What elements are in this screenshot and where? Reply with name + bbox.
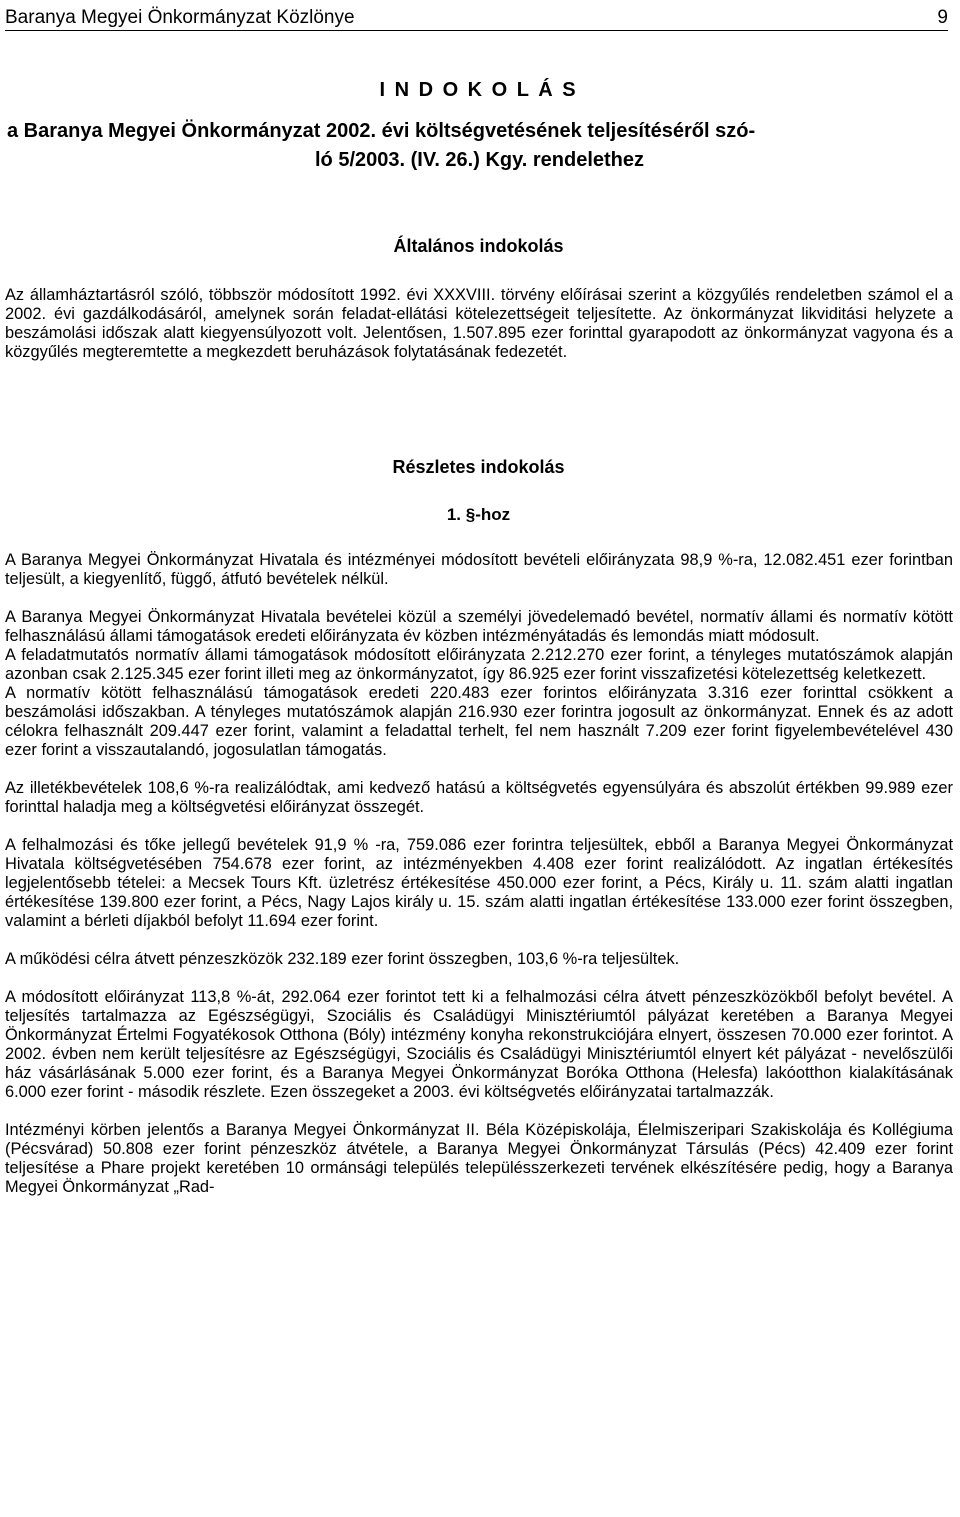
detail-paragraph-2: A Baranya Megyei Önkormányzat Hivatala bevételei közül a személyi jövedelemadó bevétel, normatív állami és normatív kötött felhasználású állami támogatások eredeti előirányzata év közben intézményátadás és lemondás miatt módosult. xyxy=(5,608,953,645)
document-title: I N D O K O L Á S xyxy=(379,79,578,101)
title-block xyxy=(5,76,952,175)
general-paragraph: Az államháztartásról szóló, többször módosított 1992. évi XXXVIII. törvény előírásai szerint a közgyűlés rendeletben számol el a 2002. évi gazdálkodásáról, amelynek során feladat-ellátási kötelezettségeit teljesítette. Az önkormányzat likviditási helyzete a beszámolási időszak alatt kiegyensúlyozott volt. Jelentősen, 1.507.895 ezer forinttal gyarapodott az önkormányzat vagyona és a közgyűlés megteremtette a megkezdett beruházások folytatásának fedezetét. xyxy=(5,286,953,361)
section-reference: 1. §-hoz xyxy=(446,505,511,524)
page-number: 9 xyxy=(937,7,948,28)
detail-paragraph-1: A Baranya Megyei Önkormányzat Hivatala és intézményei módosított bevételi előirányzata 98,9 %-ra, 12.082.451 ezer forintban teljesült, a kiegyenlítő, függő, átfutó bevételek nélkül. xyxy=(5,551,953,588)
publication-name: Baranya Megyei Önkormányzat Közlönye xyxy=(5,7,355,28)
detailed-heading: Részletes indokolás xyxy=(392,457,565,477)
detail-paragraph-3: A feladatmutatós normatív állami támogatások módosított előirányzata 2.212.270 ezer forint, a tényleges mutatószámok alapján azonban csak 2.125.345 ezer forint illeti meg az önkormányzatot, így 86.925 ezer forint visszafizetési kötelezettség keletkezett. xyxy=(5,646,953,683)
detail-paragraph-5: Az illetékbevételek 108,6 %-ra realizálódtak, ami kedvező hatású a költségvetés egyensúlyára és abszolút értékben 99.989 ezer forinttal haladja meg a költségvetési előirányzat összegét. xyxy=(5,779,953,816)
detail-paragraph-6: A felhalmozási és tőke jellegű bevételek 91,9 % -ra, 759.086 ezer forintra teljesültek, ebből a Baranya Megyei Önkormányzat Hivatala költségvetésében 754.678 ezer forint, az intézményekben 4.408 ezer forint realizálódott. Az ingatlan értékesítés legjelentősebb tételei: a Mecsek Tours Kft. üzletrész értékesítése 450.000 ezer forint, a Pécs, Király u. 11. szám alatti ingatlan értékesítése 139.800 ezer forint, a Pécs, Nagy Lajos király u. 15. szám alatti ingatlan értékesítése 133.000 ezer forint összegben, valamint a bérleti díjakból befolyt 11.694 ezer forint. xyxy=(5,836,953,930)
detail-paragraph-9: Intézményi körben jelentős a Baranya Megyei Önkormányzat II. Béla Középiskolája, Élelmiszeripari Szakiskolája és Kollégiuma (Pécsvárad) 50.808 ezer forint pénzeszköz átvétele, a Baranya Megyei Önkormányzat Társulás (Pécs) 42.409 ezer forint teljesítése a Phare projekt keretében 10 ormánsági település településszerkezeti tervének elkészítésére pedig, hogy a Baranya Megyei Önkormányzat „Rad- xyxy=(5,1121,953,1196)
running-header xyxy=(5,4,948,31)
general-text-block xyxy=(5,286,953,362)
detail-paragraph-4: A normatív kötött felhasználású támogatások eredeti 220.483 ezer forintos előirányzata 3.316 ezer forinttal csökkent a beszámolási időszakban. A tényleges mutatószámok alapján 216.930 ezer forintra jogosult az önkormányzat. Ennek és az adott célokra felhasznált 209.447 ezer forint, valamint a feladattal terhelt, fel nem használt 7.209 ezer forint figyelembevételével 430 ezer forint a visszautalandó, jogosulatlan támogatás. xyxy=(5,684,953,759)
general-heading: Általános indokolás xyxy=(393,236,564,256)
detailed-text-block xyxy=(5,551,953,1197)
detail-paragraph-8: A módosított előirányzat 113,8 %-át, 292.064 ezer forintot tett ki a felhalmozási célra átvett pénzeszközökből befolyt bevétel. A teljesítés tartalmazza az Egészségügyi, Szociális és Családügyi Minisztériumtól pályázat keretében a Baranya Megyei Önkormányzat Értelmi Fogyatékosok Otthona (Bóly) intézmény konyha rekonstrukciójára elnyert, összesen 70.000 ezer forintot. A 2002. évben nem került teljesítésre az Egészségügyi, Szociális és Családügyi Minisztériumtól elnyert két pályázat - nevelőszülői ház vásárlásának 5.000 ezer forint, és a Baranya Megyei Önkormányzat Boróka Otthona (Helesfa) lakóotthon kialakításának 6.000 ezer forint - második részlete. Ezen összegeket a 2003. évi költségvetés előirányzatai tartalmazzák. xyxy=(5,988,953,1101)
subtitle-line-2: ló 5/2003. (IV. 26.) Kgy. rendelethez xyxy=(314,149,645,171)
document-subtitle xyxy=(5,117,952,175)
detail-paragraph-7: A működési célra átvett pénzeszközök 232.189 ezer forint összegben, 103,6 %-ra teljesültek. xyxy=(5,950,680,968)
subtitle-line-1: a Baranya Megyei Önkormányzat 2002. évi költségvetésének teljesítéséről szó- xyxy=(7,120,756,142)
